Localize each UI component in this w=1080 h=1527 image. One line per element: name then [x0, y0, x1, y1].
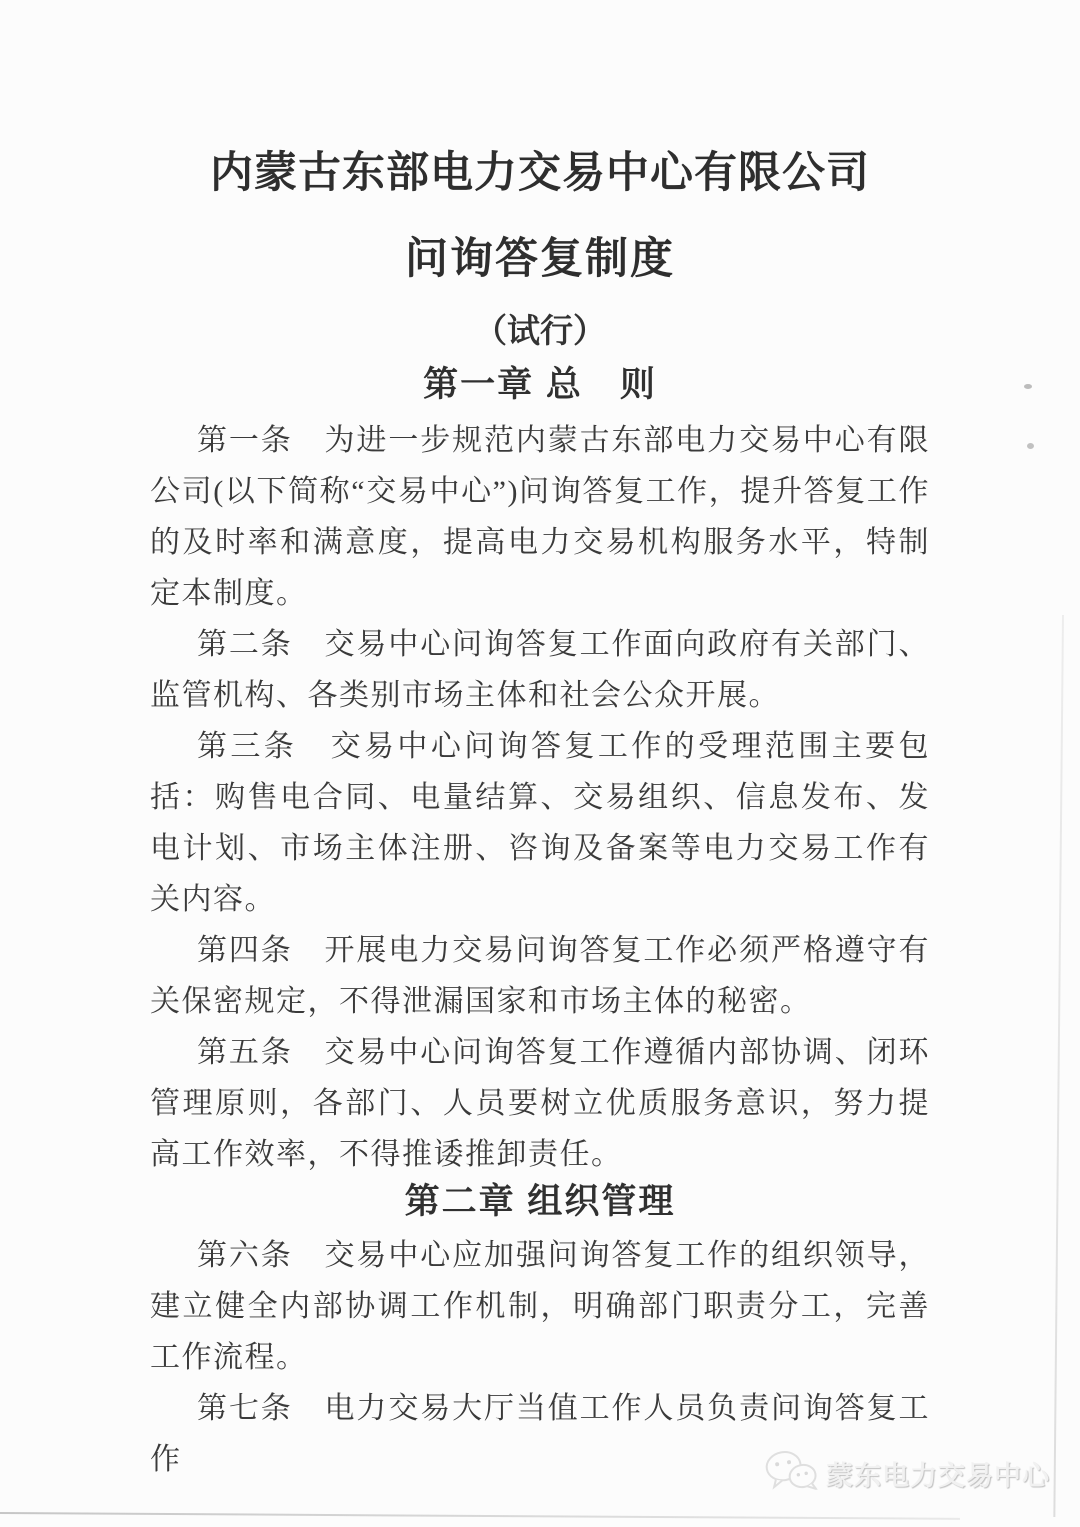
chapter-1-body	[150, 415, 930, 1180]
scan-speck	[1027, 443, 1034, 449]
wechat-icon	[761, 1444, 821, 1503]
document-content	[150, 0, 930, 1485]
chapter-1-heading: 第一章 总 则	[423, 365, 657, 404]
document-title-policy: 问询答复制度	[405, 236, 675, 283]
article-5: 第五条 交易中心问询答复工作遵循内部协调、闭环管理原则，各部门、人员要树立优质服务意识，努力提高工作效率，不得推诿推卸责任。	[150, 1036, 930, 1171]
scan-edge-line-bottom	[0, 1512, 960, 1520]
watermark	[765, 1448, 1050, 1499]
article-7: 第七条 电力交易大厅当值工作人员负责问询答复工作	[150, 1392, 930, 1476]
scan-speck	[1024, 384, 1032, 389]
chapter-2-body	[150, 1230, 930, 1485]
article-1: 第一条 为进一步规范内蒙古东部电力交易中心有限公司(以下简称“交易中心”)问询答复工作，提升答复工作的及时率和满意度，提高电力交易机构服务水平，特制定本制度。	[150, 424, 930, 610]
trial-label: （试行）	[474, 314, 606, 350]
article-3: 第三条 交易中心问询答复工作的受理范围主要包括：购售电合同、电量结算、交易组织、信息发布、发电计划、市场主体注册、咨询及备案等电力交易工作有关内容。	[150, 730, 930, 916]
article-6: 第六条 交易中心应加强问询答复工作的组织领导，建立健全内部协调工作机制，明确部门职责分工，完善工作流程。	[150, 1239, 930, 1374]
document-title-company: 内蒙古东部电力交易中心有限公司	[210, 150, 870, 197]
article-4: 第四条 开展电力交易问询答复工作必须严格遵守有关保密规定，不得泄漏国家和市场主体的秘密。	[150, 934, 930, 1018]
watermark-label: 蒙东电力交易中心	[826, 1461, 1050, 1491]
scan-edge-line-vertical	[1053, 615, 1064, 1517]
article-2: 第二条 交易中心问询答复工作面向政府有关部门、监管机构、各类别市场主体和社会公众开展。	[150, 628, 930, 712]
chapter-2-heading: 第二章 组织管理	[404, 1182, 676, 1221]
